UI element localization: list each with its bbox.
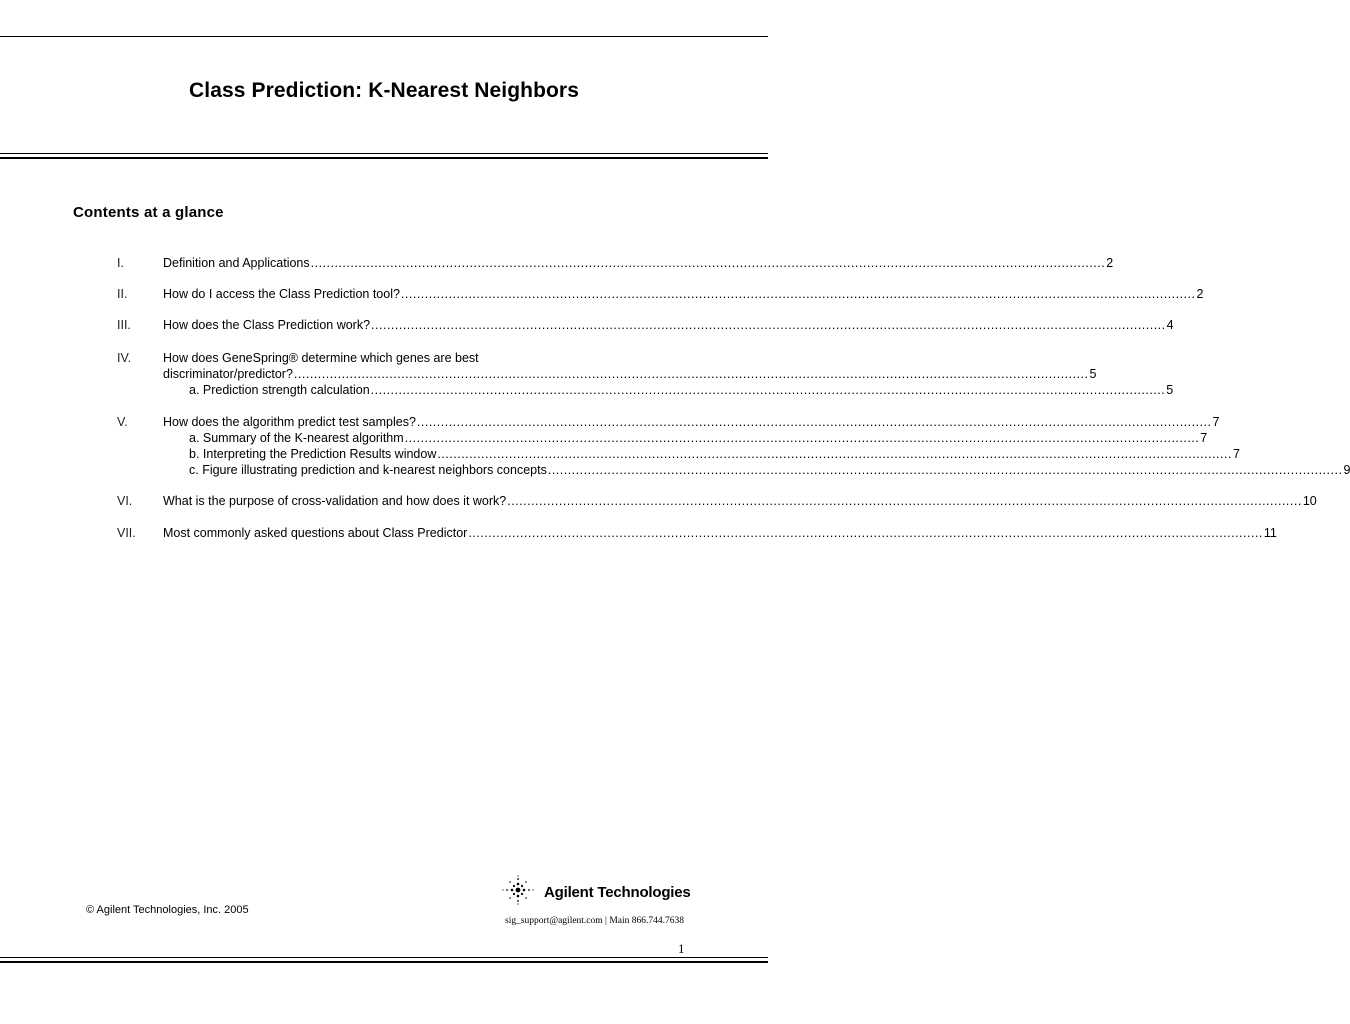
toc-leader: ........................................................................................................................................................................................................	[370, 383, 1166, 397]
toc-page: 7	[1200, 431, 1208, 445]
toc-leader: ........................................................................................................................................................................................................	[293, 367, 1089, 381]
toc-entry	[0, 317, 1174, 333]
toc-page: 5	[1089, 367, 1097, 381]
toc-subtext: b. Interpreting the Prediction Results window	[189, 447, 437, 461]
logo-text: Agilent Technologies	[544, 884, 691, 901]
toc-text: How does the algorithm predict test samples?	[163, 415, 416, 429]
toc-entry	[0, 255, 1114, 271]
toc-leader: ........................................................................................................................................................................................................	[547, 463, 1343, 477]
title-rule	[0, 153, 768, 159]
toc-page: 10	[1302, 494, 1317, 508]
top-rule	[0, 36, 768, 37]
toc-leader: ........................................................................................................................................................................................................	[507, 494, 1302, 508]
toc-entry	[0, 493, 1317, 509]
toc-text: How do I access the Class Prediction tool?	[163, 287, 400, 301]
toc-page: 7	[1232, 447, 1240, 461]
toc-text-line: How does GeneSpring® determine which genes are best	[163, 351, 479, 365]
toc-text: Definition and Applications	[163, 256, 310, 270]
toc-page: 2	[1196, 287, 1204, 301]
toc-leader: ........................................................................................................................................................................................................	[404, 431, 1200, 445]
toc-leader: ........................................................................................................................................................................................................	[416, 415, 1212, 429]
toc-number: IV.	[117, 351, 132, 365]
toc-number: II.	[117, 287, 128, 301]
toc-leader: ........................................................................................................................................................................................................	[437, 447, 1232, 461]
toc-page: 2	[1106, 256, 1114, 270]
page-number: 1	[678, 941, 685, 956]
page-title: Class Prediction: K-Nearest Neighbors	[189, 79, 579, 102]
toc-page: 7	[1212, 415, 1220, 429]
toc-entry	[0, 286, 1204, 302]
toc-entry	[0, 350, 1174, 398]
toc-text: Most commonly asked questions about Class Predictor	[163, 526, 468, 540]
toc-leader: ........................................................................................................................................................................................................	[400, 287, 1196, 301]
toc-leader: ........................................................................................................................................................................................................	[371, 318, 1166, 332]
toc-entry	[0, 525, 1277, 541]
toc-subtext: a. Prediction strength calculation	[189, 383, 370, 397]
toc-number: I.	[117, 256, 124, 270]
toc-number: VII.	[117, 526, 136, 540]
toc-subtext: a. Summary of the K-nearest algorithm	[189, 431, 404, 445]
toc-text: discriminator/predictor?	[163, 367, 293, 381]
toc-subtext: c. Figure illustrating prediction and k-nearest neighbors concepts	[189, 463, 547, 477]
toc-leader: ........................................................................................................................................................................................................	[468, 526, 1263, 540]
toc-number: V.	[117, 415, 128, 429]
toc-page: 11	[1263, 526, 1277, 540]
agilent-logo	[500, 875, 691, 910]
toc-page: 4	[1166, 318, 1174, 332]
agilent-spark-icon	[500, 875, 536, 910]
toc-entry	[0, 414, 1350, 478]
copyright-notice: © Agilent Technologies, Inc. 2005	[86, 904, 249, 916]
bottom-rule	[0, 957, 768, 963]
toc-number: VI.	[117, 494, 133, 508]
toc-page: 5	[1166, 383, 1174, 397]
toc-leader: ........................................................................................................................................................................................................	[310, 256, 1106, 270]
contents-heading: Contents at a glance	[73, 204, 224, 221]
toc-text: What is the purpose of cross-validation and how does it work?	[163, 494, 507, 508]
toc-number: III.	[117, 318, 131, 332]
contact-line: sig_support@agilent.com | Main 866.744.7638	[505, 916, 684, 926]
toc-text: How does the Class Prediction work?	[163, 318, 371, 332]
toc-page: 9	[1343, 463, 1350, 477]
